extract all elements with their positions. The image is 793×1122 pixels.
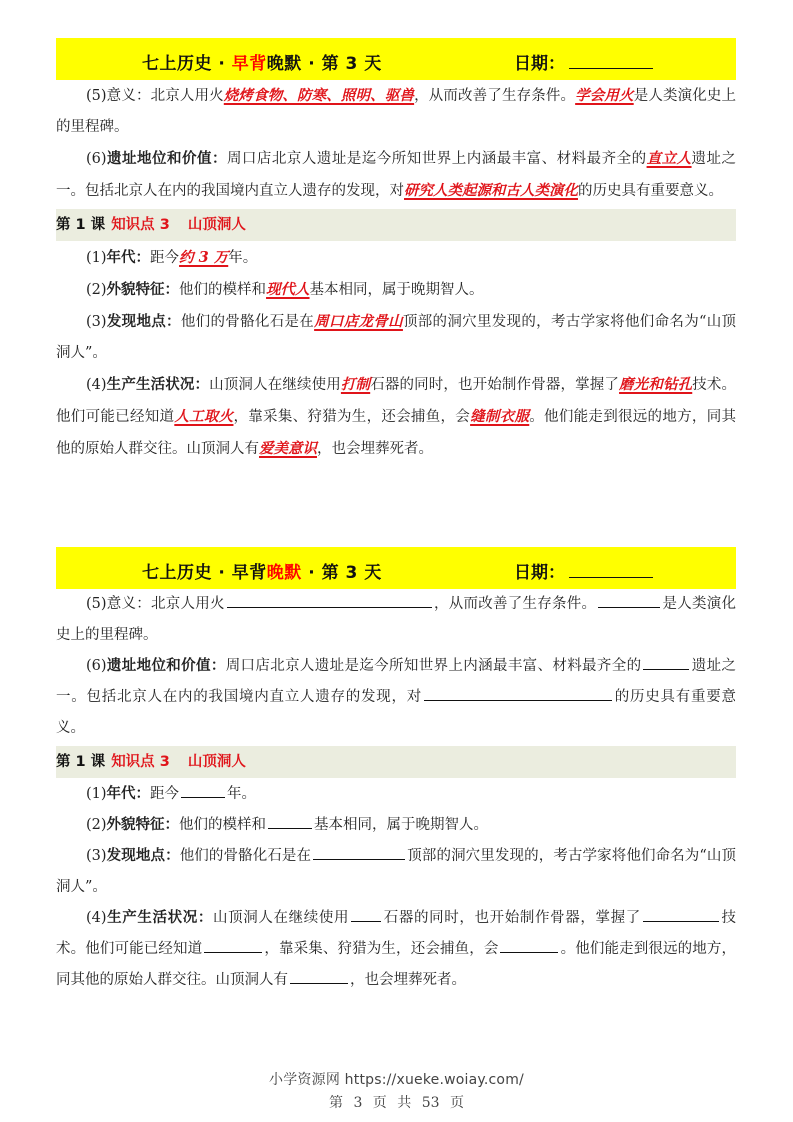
fill-blank[interactable] <box>227 591 432 608</box>
text: (5)意义：北京人用火 <box>86 88 224 104</box>
answer-text: 人工取火 <box>174 408 234 425</box>
fill-blank[interactable] <box>598 591 660 608</box>
title-prefix: 七上历史 · <box>142 54 232 74</box>
title-suffix: · 第 3 天 <box>301 54 382 74</box>
date-label: 日期： <box>514 563 565 583</box>
text: 年。 <box>227 786 257 802</box>
answer-text: 爱美意识 <box>259 440 317 457</box>
text: 技术。他们可能已经知道 <box>56 910 737 957</box>
text: ，从而改善了生存条件。 <box>433 596 597 612</box>
paragraph-significance <box>56 589 736 651</box>
lesson-label: 第 1 课 <box>56 217 106 233</box>
fill-blank[interactable] <box>424 684 612 701</box>
text: 遗址之一。包括北京人在内的我国境内直立人遗存的发现，对 <box>56 658 736 705</box>
paragraph-significance <box>56 80 736 143</box>
item-living-conditions <box>56 369 736 465</box>
card-title <box>142 49 382 74</box>
date-blank[interactable] <box>569 560 653 578</box>
fill-blank[interactable] <box>313 843 405 860</box>
title-morning-highlight: 早背 <box>231 54 267 74</box>
item-number: (2) <box>86 817 107 833</box>
item-number: (6) <box>86 151 107 167</box>
text: 遗址之一。包括北京人在内的我国境内直立人遗存的发现，对 <box>56 151 737 199</box>
text: 的历史具有重要意义。 <box>56 689 736 736</box>
text: 基本相同，属于晚期智人。 <box>309 282 484 298</box>
topic-label: 山顶洞人 <box>187 217 246 233</box>
item-living-conditions <box>56 903 736 996</box>
item-label: 发现地点： <box>106 848 180 864</box>
answer-text: 直立人 <box>646 150 692 167</box>
item-number: (1) <box>86 786 107 802</box>
answer-text: 约 3 万 <box>179 249 229 266</box>
answer-text: 周口店龙骨山 <box>314 313 403 330</box>
date-field <box>514 49 653 74</box>
text: 技术。他们可能已经知道 <box>56 377 737 425</box>
date-field <box>514 558 653 583</box>
fill-blank[interactable] <box>268 812 312 829</box>
blank-card <box>56 547 736 996</box>
item-label: 遗址地位和价值： <box>106 658 226 674</box>
page-number: 第 3 页 共 53 页 <box>329 1095 464 1111</box>
item-discovery-site <box>56 841 736 903</box>
knowledge-point-label: 知识点 3 <box>111 217 170 233</box>
text: 他们的模样和 <box>179 817 267 833</box>
section-heading <box>56 746 736 778</box>
answer-text: 缝制衣服 <box>470 408 530 425</box>
text: 山顶洞人在继续使用 <box>209 377 341 393</box>
text: 年。 <box>228 250 258 266</box>
item-discovery-site <box>56 306 736 369</box>
paragraph-site-value <box>56 143 736 207</box>
text: 他们的骨骼化石是在 <box>179 848 312 864</box>
section-heading <box>56 209 736 241</box>
fill-blank[interactable] <box>500 936 558 953</box>
text: 距今 <box>150 250 180 266</box>
text: ，从而改善了生存条件。 <box>414 88 576 104</box>
text: 他们的骨骼化石是在 <box>180 314 315 330</box>
text: 石器的同时，也开始制作骨器，掌握了 <box>383 910 641 926</box>
text: (5)意义：北京人用火 <box>86 596 225 612</box>
title-bar <box>56 547 736 589</box>
title-evening: 晚默 <box>266 54 302 74</box>
lesson-label: 第 1 课 <box>56 754 106 770</box>
text: 他们的模样和 <box>179 282 267 298</box>
answer-text: 磨光和钻孔 <box>619 376 693 393</box>
text: 基本相同，属于晚期智人。 <box>314 817 489 833</box>
text: 。他们能走到很远的地方，同其他的原始人群交往。山顶洞人有 <box>56 941 737 988</box>
title-bar <box>56 38 736 80</box>
paragraph-site-value <box>56 651 736 744</box>
item-number: (6) <box>86 658 107 674</box>
item-label: 发现地点： <box>106 314 181 330</box>
item-appearance <box>56 274 736 306</box>
text: 顶部的洞穴里发现的，考古学家将他们命名为“山顶洞人”。 <box>56 848 737 895</box>
fill-blank[interactable] <box>351 905 381 922</box>
item-appearance <box>56 810 736 841</box>
item-number: (4) <box>86 910 107 926</box>
item-label: 生产生活状况： <box>106 377 210 393</box>
item-number: (3) <box>86 314 107 330</box>
answer-card <box>56 38 736 465</box>
item-number: (3) <box>86 848 107 864</box>
item-label: 年代： <box>106 250 151 266</box>
text: 是人类演化史上的里程碑。 <box>56 596 737 643</box>
item-label: 生产生活状况： <box>106 910 214 926</box>
item-label: 遗址地位和价值： <box>106 151 227 167</box>
text: ，也会埋葬死者。 <box>317 441 433 457</box>
text: 顶部的洞穴里发现的，考古学家将他们命名为“山顶洞人”。 <box>56 314 737 361</box>
item-label: 年代： <box>106 786 151 802</box>
item-number: (1) <box>86 250 107 266</box>
item-label: 外貌特征： <box>106 817 180 833</box>
knowledge-point-label: 知识点 3 <box>111 754 170 770</box>
topic-label: 山顶洞人 <box>187 754 246 770</box>
text: ，靠采集、狩猎为生，还会捕鱼，会 <box>233 409 471 425</box>
item-era <box>56 779 736 810</box>
text: 是人类演化史上的里程碑。 <box>56 88 737 135</box>
text: 距今 <box>150 786 180 802</box>
title-evening-highlight: 晚默 <box>266 563 302 583</box>
item-number: (2) <box>86 282 107 298</box>
text: 石器的同时，也开始制作骨器，掌握了 <box>370 377 620 393</box>
text: 周口店北京人遗址是迄今所知世界上内涵最丰富、材料最齐全的 <box>225 658 642 674</box>
answer-text: 现代人 <box>266 281 310 298</box>
fill-blank[interactable] <box>181 781 225 798</box>
text: 的历史具有重要意义。 <box>578 183 723 199</box>
card-title <box>142 558 382 583</box>
text: 山顶洞人在继续使用 <box>213 910 350 926</box>
fill-blank[interactable] <box>290 967 348 984</box>
title-suffix: · 第 3 天 <box>301 563 382 583</box>
answer-text: 打制 <box>340 376 371 393</box>
text: ，靠采集、狩猎为生，还会捕鱼，会 <box>264 941 499 957</box>
fill-blank[interactable] <box>643 653 689 670</box>
title-morning: 早背 <box>231 563 267 583</box>
fill-blank[interactable] <box>204 936 262 953</box>
fill-blank[interactable] <box>643 905 719 922</box>
item-label: 外貌特征： <box>106 282 180 298</box>
answer-text: 研究人类起源和古人类演化 <box>404 182 578 199</box>
answer-text: 学会用火 <box>575 87 634 104</box>
answer-text: 烧烤食物、防寒、照明、驱兽 <box>223 87 415 104</box>
footer-site-link[interactable]: 小学资源网 https://xueke.woiay.com/ <box>269 1072 524 1088</box>
item-era <box>56 242 736 274</box>
text: 。他们能走到很远的地方，同其他的原始人群交往。山顶洞人有 <box>56 409 737 457</box>
date-blank[interactable] <box>569 51 653 69</box>
title-prefix: 七上历史 · <box>142 563 232 583</box>
date-label: 日期： <box>514 54 565 74</box>
item-number: (4) <box>86 377 107 393</box>
text: ，也会埋葬死者。 <box>350 972 466 988</box>
text: 周口店北京人遗址是迄今所知世界上内涵最丰富、材料最齐全的 <box>226 151 647 167</box>
